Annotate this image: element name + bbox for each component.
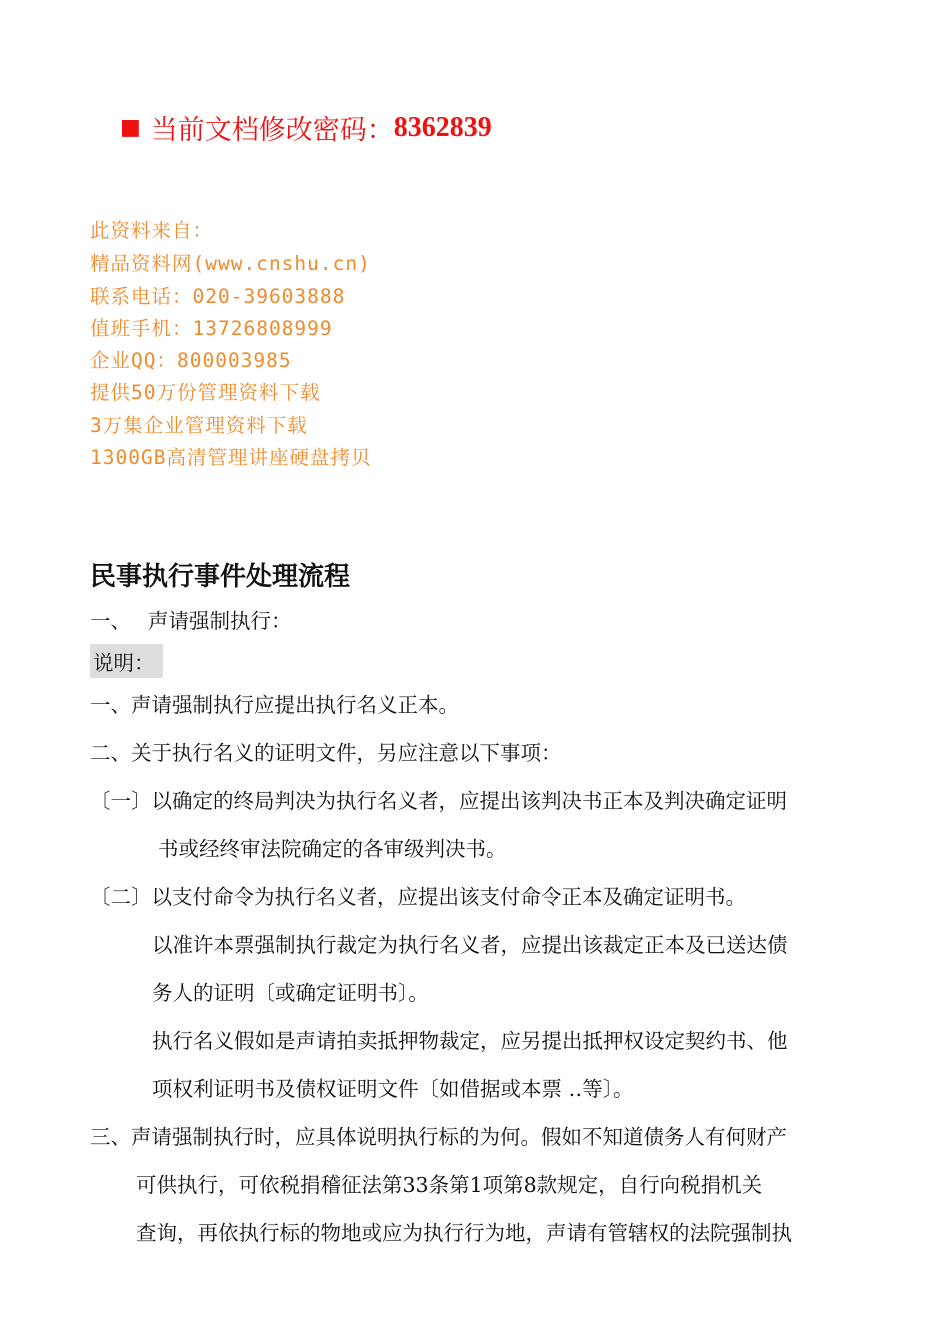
paragraph-line: 〔一〕以确定的终局判决为执行名义者，应提出该判决书正本及判决确定证明 (90, 789, 787, 813)
paragraph-line: 〔二〕以支付命令为执行名义者，应提出该支付命令正本及确定证明书。 (90, 885, 746, 909)
password-code: 8362839 (393, 111, 492, 143)
source-line: 联系电话：020-39603888 (90, 285, 346, 308)
paragraph-line: 务人的证明〔或确定证明书〕。 (152, 981, 429, 1005)
paragraph-line: 以准许本票强制执行裁定为执行名义者，应提出该裁定正本及已送达债 (152, 933, 788, 957)
source-line: 3万集企业管理资料下载 (90, 414, 308, 437)
password-notice (120, 108, 492, 147)
paragraph-line: 书或经终审法院确定的各审级判决书。 (158, 837, 507, 861)
source-line: 此资料来自： (90, 219, 214, 242)
red-square-icon: ■ (120, 115, 141, 140)
paragraph-line: 三、声请强制执行时，应具体说明执行标的为何。假如不知道债务人有何财产 (90, 1125, 787, 1149)
paragraph-line: 项权利证明书及债权证明文件〔如借据或本票 ‥等〕。 (152, 1077, 634, 1101)
source-line: 提供50万份管理资料下载 (90, 381, 321, 404)
source-line: 精品资料网(www.cnshu.cn) (90, 252, 371, 275)
source-line: 值班手机：13726808999 (90, 317, 333, 340)
password-label: 当前文档修改密码： (150, 115, 394, 146)
section-number: 一、 (90, 609, 131, 633)
section-heading: 声请强制执行： (148, 609, 292, 633)
paragraph-line: 二、关于执行名义的证明文件，另应注意以下事项： (90, 741, 562, 765)
document-title: 民事执行事件处理流程 (90, 562, 351, 592)
paragraph-line: 查询，再依执行标的物地或应为执行行为地，声请有管辖权的法院强制执 (136, 1221, 792, 1245)
paragraph-line: 一、声请强制执行应提出执行名义正本。 (90, 693, 459, 717)
source-line: 1300GB高清管理讲座硬盘拷贝 (90, 446, 372, 469)
paragraph-line: 可供执行，可依税捐稽征法第33条第1项第8款规定，自行向税捐机关 (136, 1173, 763, 1197)
note-label: 说明： (90, 644, 163, 678)
source-line: 企业QQ：800003985 (90, 349, 292, 372)
paragraph-line: 执行名义假如是声请拍卖抵押物裁定，应另提出抵押权设定契约书、他 (152, 1029, 788, 1053)
